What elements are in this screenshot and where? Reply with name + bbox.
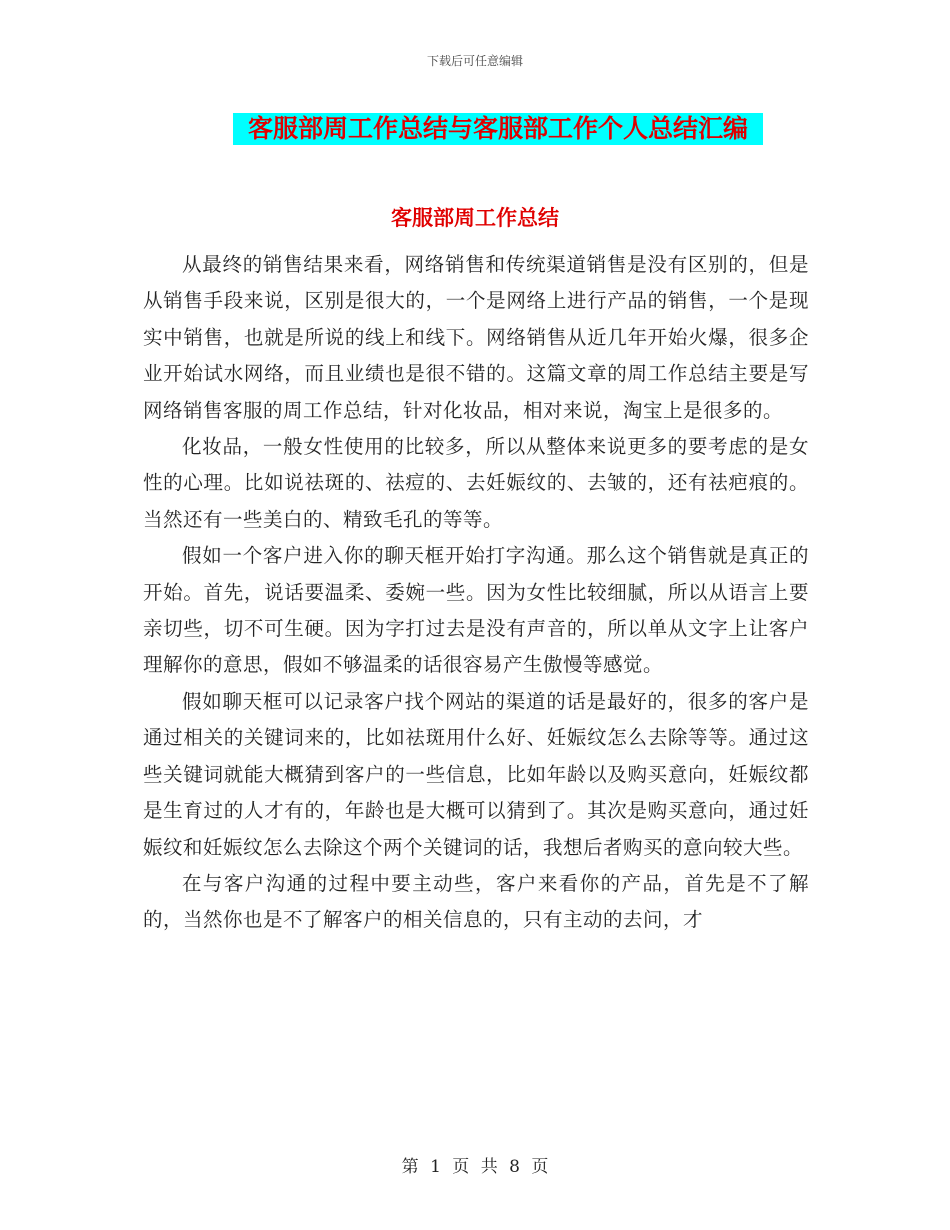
document-title: 客服部周工作总结与客服部工作个人总结汇编	[233, 113, 763, 145]
paragraph: 在与客户沟通的过程中要主动些，客户来看你的产品，首先是不了解的，当然你也是不了解客户的相关信息的，只有主动的去问，才	[143, 871, 809, 932]
page-footer: 第 1 页 共 8 页	[401, 1157, 549, 1177]
paragraph: 从最终的销售结果来看，网络销售和传统渠道销售是没有区别的，但是从销售手段来说，区别是很大的，一个是网络上进行产品的销售，一个是现实中销售，也就是所说的线上和线下。网络销售从近几年开始火爆，很多企业开始试水网络，而且业绩也是很不错的。这篇文章的周工作总结主要是写网络销售客服的周工作总结，针对化妆品，相对来说，淘宝上是很多的。	[143, 253, 809, 422]
body-text	[143, 247, 809, 939]
section-title: 客服部周工作总结	[391, 206, 559, 230]
paragraph: 化妆品，一般女性使用的比较多，所以从整体来说更多的要考虑的是女性的心理。比如说祛斑的、祛痘的、去妊娠纹的、去皱的，还有祛疤痕的。当然还有一些美白的、精致毛孔的等等。	[143, 435, 809, 531]
paragraph: 假如一个客户进入你的聊天框开始打字沟通。那么这个销售就是真正的开始。首先，说话要温柔、委婉一些。因为女性比较细腻，所以从语言上要亲切些，切不可生硬。因为字打过去是没有声音的，所以单从文字上让客户理解你的意思，假如不够温柔的话很容易产生傲慢等感觉。	[143, 544, 809, 677]
page-header: 下载后可任意编辑	[426, 54, 523, 68]
paragraph: 假如聊天框可以记录客户找个网站的渠道的话是最好的，很多的客户是通过相关的关键词来的，比如祛斑用什么好、妊娠纹怎么去除等等。通过这些关键词就能大概猜到客户的一些信息，比如年龄以及购买意向，妊娠纹都是生育过的人才有的，年龄也是大概可以猜到了。其次是购买意向，通过妊娠纹和妊娠纹怎么去除这个两个关键词的话，我想后者购买的意向较大些。	[143, 689, 809, 859]
